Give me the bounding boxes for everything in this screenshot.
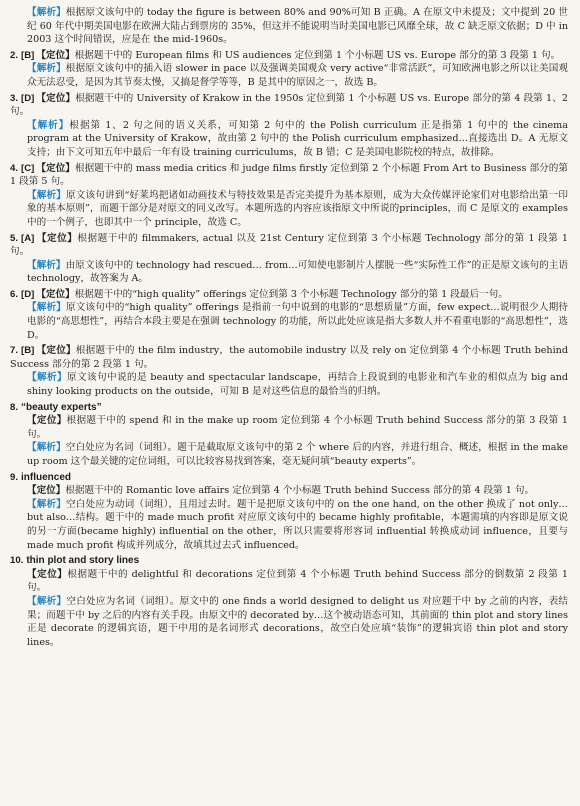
question-number: 3.	[10, 92, 19, 104]
locate-text: 根据题干中的 University of Krakow in the 1950s 定位到第 1 个小标题 US vs. Europe 部分的第 4 段第 1、2 句。	[10, 92, 568, 118]
question-item-8	[10, 401, 568, 469]
question-number: 6.	[10, 288, 19, 300]
analysis-text: 原文该句中的“high quality” offerings 是指前一句中说到的电影的“思想质量”方面，few expect…说明很少人期待电影的“高思想性”，再结合本段主要是在强调 technology 的功能，所以此处应该是指大多数人并不看重电影的“高思想性”，选 D。	[27, 302, 569, 341]
answer-choice: [A]	[21, 232, 35, 244]
question-item-6	[10, 288, 568, 342]
analysis-label: 【解析】	[27, 302, 66, 314]
analysis-label: 【解析】	[27, 595, 67, 607]
locate-label: 【定位】	[36, 345, 76, 357]
analysis-text: 根据第 1、2 句之间的语义关系，可知第 2 句中的 the Polish curriculum 正是指第 1 句中的 the cinema program at the University of Krakow，故由第 2 句中的 the Polish curriculum emphasized…直接选出 D。A 无原文支持；由下文可知五年中最后一年有设 training curriculums，故 B 错；C 是美国电影院校的特点，故排除。	[27, 119, 569, 158]
locate-text: 根据题干中的 Romantic love affairs 定位到第 4 个小标题 Truth behind Success 部分的第 4 段第 1 句。	[65, 485, 535, 497]
answer-choice: [C]	[21, 162, 35, 174]
question-item-10	[10, 554, 568, 649]
question-item-3	[10, 92, 568, 160]
locate-label: 【定位】	[27, 415, 67, 427]
analysis-text: 由原文该句中的 technology had rescued… from…可知使电影制片人摆脱一些“实际性工作”的正是原文该句的主语 technology，故答案为 A。	[27, 259, 569, 285]
answer-choice: [B]	[21, 345, 35, 357]
analysis-text: 根据原文该句中的插入语 slower in pace 以及强调美国观众 very active“非常活跃”，可知欧洲电影之所以让美国观众无法忍受，是因为其节奏太慢，又搞是督学等等，B 是其中的原因之一，故选 B。	[27, 63, 569, 88]
locate-text: 根据题干中的 the film industry，the automobile industry 以及 rely on 定位到第 4 个小标题 Truth behind Success 部分的第 2 段第 1 句。	[10, 345, 568, 370]
answer-text: “beauty experts”	[21, 401, 102, 413]
question-item-7	[10, 344, 568, 398]
locate-label: 【定位】	[27, 568, 68, 580]
question-item-2	[10, 49, 568, 90]
analysis-text: 原文该句中说的是 beauty and spectacular landscape，再结合上段说到的电影业和汽车业的相似点为 big and shiny looking products on the outside，可知 B 是对这些信息的最恰当的归纳。	[27, 372, 569, 398]
question-number: 10.	[10, 555, 24, 567]
question-number: 4.	[10, 162, 19, 174]
question-number: 2.	[10, 49, 19, 61]
question-number: 5.	[10, 232, 19, 244]
locate-text: 根据题干中的 mass media critics 和 judge films firstly 定位到第 2 个小标题 From Art to Business 部分的第 1 段第 5 句。	[10, 162, 568, 188]
question-number: 9.	[10, 471, 19, 483]
locate-text: 根据题干中的 delightful 和 decorations 定位到第 4 个小标题 Truth behind Success 部分的倒数第 2 段第 1 句。	[27, 568, 568, 594]
locate-label: 【定位】	[36, 49, 75, 61]
locate-label: 【定位】	[36, 162, 75, 174]
answer-text: thin plot and story lines	[26, 555, 140, 567]
locate-text: 根据题干中的 spend 和 in the make up room 定位到第 4 个小标题 Truth behind Success 部分的第 3 段第 1 句。	[27, 415, 568, 440]
answer-choice: [D]	[21, 92, 35, 104]
question-number: 8.	[10, 401, 19, 413]
answer-choice: [D]	[21, 288, 35, 300]
question-item-9	[10, 471, 568, 553]
analysis-text: 空白处应为名词（词组）。原文中的 one finds a world designed to delight us 对应题干中 by 之前的内容，表结果；而题干中 by 之后的内容有关手段。由原文中的 decorated by…这个被动语态可知，其前面的 thin plot and story lines 正是 decorate 的逻辑宾语，题干中用的是名词形式 decorations，故空白处应填“装饰”的逻辑宾语 thin plot and story lines。	[27, 595, 568, 648]
analysis-label: 【解析】	[27, 259, 66, 271]
analysis-label: 【解析】	[27, 7, 66, 18]
analysis-label: 【解析】	[27, 119, 70, 131]
analysis-label: 【解析】	[27, 442, 66, 454]
locate-label: 【定位】	[27, 485, 66, 497]
analysis-label: 【解析】	[27, 498, 67, 510]
locate-label: 【定位】	[36, 92, 76, 104]
locate-text: 根据题干中的 European films 和 US audiences 定位到第 1 个小标题 US vs. Europe 部分的第 3 段第 1 句。	[74, 49, 561, 61]
question-item-5	[10, 232, 568, 286]
analysis-label: 【解析】	[27, 189, 66, 201]
intro-analysis	[10, 6, 568, 47]
locate-text: 根据题干中的“high quality” offerings 定位到第 3 个小标题 Technology 部分的第 1 段最后一句。	[74, 288, 508, 300]
locate-text: 根据题干中的 filmmakers, actual 以及 21st Century 定位到第 3 个小标题 Technology 部分的第 1 段第 1 句。	[10, 232, 568, 258]
question-number: 7.	[10, 345, 19, 357]
locate-label: 【定位】	[36, 232, 78, 244]
answer-text: influenced	[21, 471, 72, 483]
locate-label: 【定位】	[36, 288, 75, 300]
analysis-text: 根据原文该句中的 today the figure is between 80% and 90%可知 B 正确。A 在原文中未提及；文中提到 20 世纪 60 年代中期美国电影在欧洲大陆占到票房的 35%，但这并不能说明当时美国电影已风靡全球，故 C 缺乏原文依据；D 中 in 2003 这个时间错误，应是在 the mid-1960s。	[27, 7, 569, 46]
answer-choice: [B]	[21, 49, 35, 61]
analysis-text: 原文该句讲到“好莱坞把诸如动画技术与特技效果是否完美提升为基本原则，成为大众传媒评论家们对电影给出第一印象的基本原则”，而题干部分是对原文的同义改写。本题所选的内容应该指原文中所说的principles，而 C 是原文的 examples 中的一个例子，也即其中一个 principle，故选 C。	[27, 189, 569, 228]
analysis-text: 空白处应为名词（词组）。题干是截取原文该句中的第 2 个 where 后的内容，并进行组合、概述，根据 in the make up room 这个最关键的定位词组，可以比较容易找到答案，毫无疑问填“beauty experts”。	[27, 442, 569, 467]
question-item-4	[10, 162, 568, 230]
analysis-label: 【解析】	[27, 63, 66, 75]
analysis-label: 【解析】	[27, 372, 67, 384]
analysis-text: 空白处应为动词（词组），且用过去时。题干是把原文该句中的 on the one hand, on the other 换成了 not only… but also…结构。题干中的 made much profit 对应原文该句中的 became highly profitable，本题需填的内容即是原文说的另一方面(became highly) influential on the other，所以只需要将形容词 influential 转换成动词 influence，且要与 made much profit 构成并列成分，故填其过去式 influenced。	[27, 498, 568, 551]
